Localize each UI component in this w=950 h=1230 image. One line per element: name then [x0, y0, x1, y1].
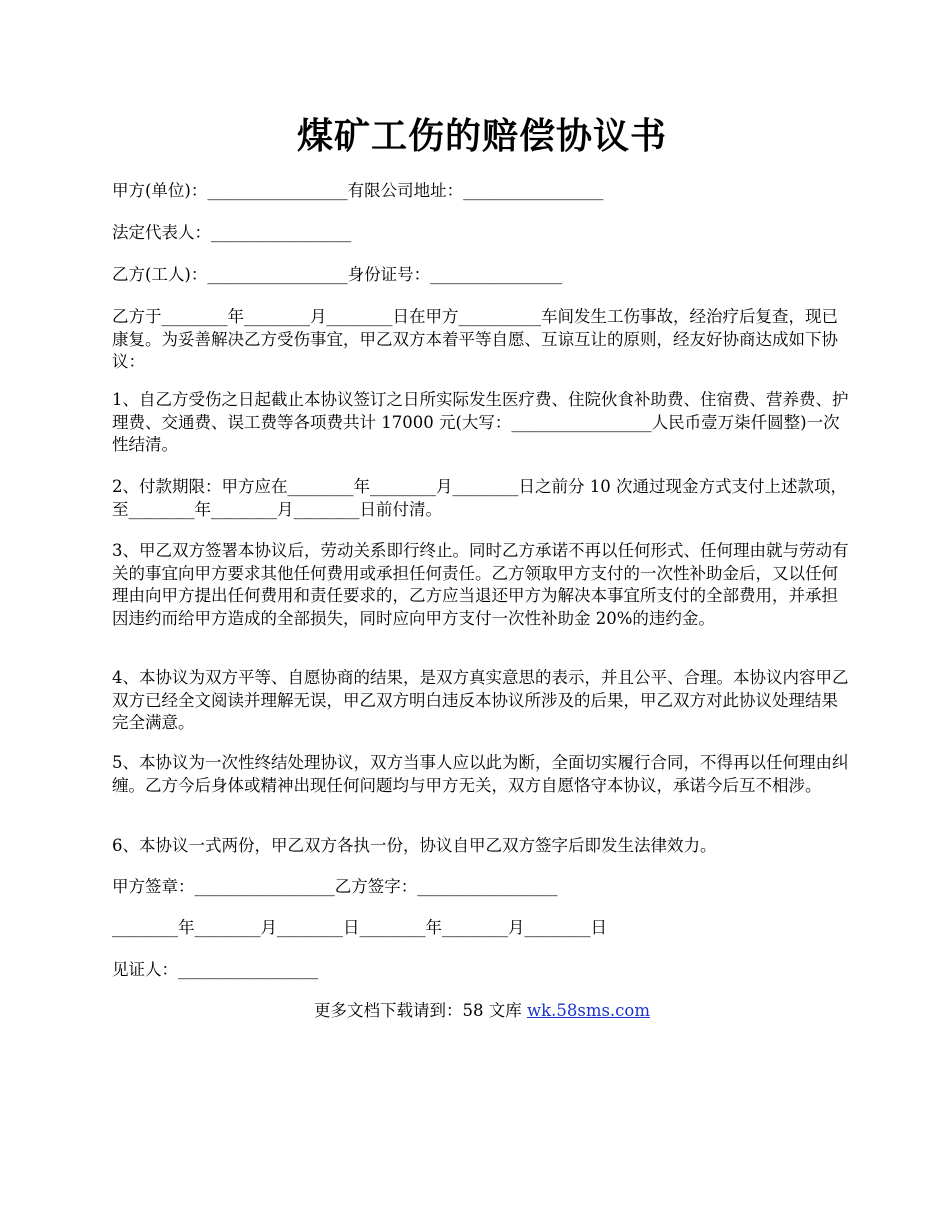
clause-2: 2、付款期限：甲方应在________年________月________日之前分 10 次通过现金方式支付上述款项，至________年________月________日前付清。 — [112, 477, 847, 519]
footer-text: 更多文档下载请到：58 文库 — [313, 1001, 527, 1020]
signature-line: 甲方签章：_________________乙方签字：_________________ — [112, 877, 558, 896]
clause-1: 1、自乙方受伤之日起截止本协议签订之日所实际发生医疗费、住院伙食补助费、住宿费、营养费、护理费、交通费、误工费等各项费共计 17000 元(大写：_________________人民币壹万柒仟圆整)一次性结清。 — [112, 390, 849, 454]
document-title: 煤矿工伤的赔偿协议书 — [296, 115, 667, 157]
clause-3: 3、甲乙双方签署本协议后，劳动关系即行终止。同时乙方承诺不再以任何形式、任何理由就与劳动有关的事宜向甲方要求其他任何费用或承担任何责任。乙方领取甲方支付的一次性补助金后，又以任何理由向甲方提出任何费用和责任要求的，乙方应当退还甲方为解决本事宜所支付的全部费用，并承担因违约而给甲方造成的全部损失，同时应向甲方支付一次性补助金 20%的违约金。 — [112, 541, 849, 628]
clause-4: 4、本协议为双方平等、自愿协商的结果，是双方真实意思的表示，并且公平、合理。本协议内容甲乙双方已经全文阅读并理解无误，甲乙双方明白违反本协议所涉及的后果，甲乙双方对此协议处理结果完全满意。 — [112, 668, 849, 732]
footer-link[interactable]: wk.58sms.com — [526, 1001, 650, 1020]
party-b-line: 乙方(工人)：_________________身份证号：________________ — [112, 265, 563, 284]
legal-representative-line: 法定代表人：_________________ — [112, 223, 352, 242]
party-a-line: 甲方(单位)：_________________有限公司地址：_________________ — [112, 181, 604, 200]
witness-line: 见证人：_________________ — [112, 960, 319, 979]
date-line: ________年________月________日________年________月________日 — [112, 918, 607, 937]
clause-5: 5、本协议为一次性终结处理协议，双方当事人应以此为断，全面切实履行合同，不得再以任何理由纠缠。乙方今后身体或精神出现任何问题均与甲方无关，双方自愿恪守本协议，承诺今后互不相涉。 — [112, 753, 849, 795]
clause-6: 6、本协议一式两份，甲乙双方各执一份，协议自甲乙双方签字后即发生法律效力。 — [112, 836, 717, 855]
intro-paragraph: 乙方于________年________月________日在甲方__________车间发生工伤事故，经治疗后复查，现已康复。为妥善解决乙方受伤事宜，甲乙双方本着平等自愿、互谅互让的原则，经友好协商达成如下协议： — [112, 307, 838, 371]
download-footer — [112, 1000, 852, 1022]
